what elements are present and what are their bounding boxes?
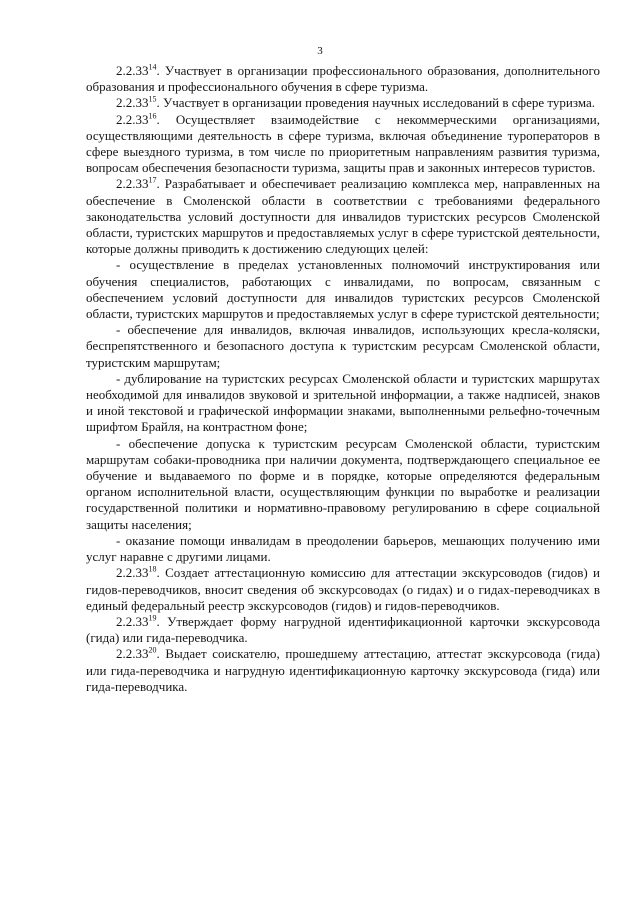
paragraph-text: . Осуществляет взаимодействие с некоммерческими организациями, осуществляющими деятельность в сфере туризма, включая объединение туроператоров в сфере выездного туризма, в том числе по приоритетным направлениям развития туризма, вопросам обеспечения безопасности туризма, защиты прав и законных интересов туристов. [86,111,600,176]
paragraph-text: - обеспечение для инвалидов, включая инвалидов, использующих кресла-коляски, беспрепятственного и безопасного доступа к туристским ресурсам Смоленской области, туристским маршрутам; [86,322,600,370]
paragraph-text: . Участвует в организации профессионального образования, дополнительного образования и профессионального обучения в сфере туризма. [86,63,600,95]
paragraph-text: - осуществление в пределах установленных полномочий инструктирования или обучения специалистов, работающих с инвалидами, по вопросам, связанным с обеспечением условий доступности для инвалидов туристских ресурсов Смоленской области, туристских маршрутов и предоставляемых услуг в сфере туристской деятельности; [86,257,600,322]
clause-superscript: 14 [148,62,157,72]
clause-number: 2.2.33 [116,176,149,192]
bullet-item [86,533,600,565]
clause-superscript: 20 [148,645,157,655]
clause-number: 2.2.33 [116,613,149,629]
clause-number: 2.2.33 [116,63,149,78]
clause-number: 2.2.33 [116,646,149,662]
clause-paragraph [86,614,600,646]
clause-paragraph [86,63,600,95]
bullet-item [86,436,600,533]
clause-superscript: 17 [148,176,157,186]
clause-paragraph [86,565,600,614]
clause-superscript: 19 [148,613,157,623]
clause-paragraph [86,176,600,257]
clause-paragraph [86,646,600,695]
paragraph-text: . Разрабатывает и обеспечивает реализацию комплекса мер, направленных на обеспечение в Смоленской области в соответствии с требованиями федерального законодательства условий доступности для инвалидов туристских ресурсов Смоленской области, туристских маршрутов и предоставляемых услуг в сфере туристской деятельности, которые должны приводить к достижению следующих целей: [86,176,600,257]
clause-superscript: 16 [148,111,157,121]
paragraph-text: . Участвует в организации проведения научных исследований в сфере туризма. [156,95,595,111]
clause-paragraph [86,112,600,177]
bullet-item [86,322,600,371]
clause-paragraph [86,95,600,111]
bullet-item [86,371,600,436]
clause-superscript: 15 [148,95,157,105]
clause-superscript: 18 [148,564,157,574]
clause-number: 2.2.33 [116,565,149,581]
paragraph-text: . Создает аттестационную комиссию для аттестации экскурсоводов (гидов) и гидов-переводчиков, вносит сведения об экскурсоводах (о гидах) и о гидах-переводчиках в единый федеральный реестр экскурсоводов (гидов) и гидов-переводчиков. [86,565,600,613]
page-number: 3 [317,45,323,57]
bullet-item [86,257,600,322]
paragraph-text: . Утверждает форму нагрудной идентификационной карточки экскурсовода (гида) или гида-переводчика. [86,613,600,646]
clause-number: 2.2.33 [116,111,149,127]
paragraph-text: - обеспечение допуска к туристским ресурсам Смоленской области, туристским маршрутам собаки-проводника при наличии документа, подтверждающего специальное ее обучение и выдаваемого по форме и в порядке, которые определяются федеральным органом исполнительной власти, осуществляющим функции по выработке и реализации государственной политики и нормативно-правовому регулированию в сфере социальной защиты населения; [86,435,600,532]
paragraph-text: - дублирование на туристских ресурсах Смоленской области и туристских маршрутах необходимой для инвалидов звуковой и зрительной информации, а также надписей, знаков и иной текстовой и графической информации знаками, выполненными рельефно-точечным шрифтом Брайля, на контрастном фоне; [86,370,600,435]
document-body [86,63,600,695]
clause-number: 2.2.33 [116,95,149,111]
paragraph-text: . Выдает соискателю, прошедшему аттестацию, аттестат экскурсовода (гида) или гида-переводчика и нагрудную идентификационную карточку экскурсовода (гида) или гида-переводчика. [86,646,600,694]
paragraph-text: - оказание помощи инвалидам в преодолении барьеров, мешающих получению ими услуг наравне с другими лицами. [86,532,600,565]
